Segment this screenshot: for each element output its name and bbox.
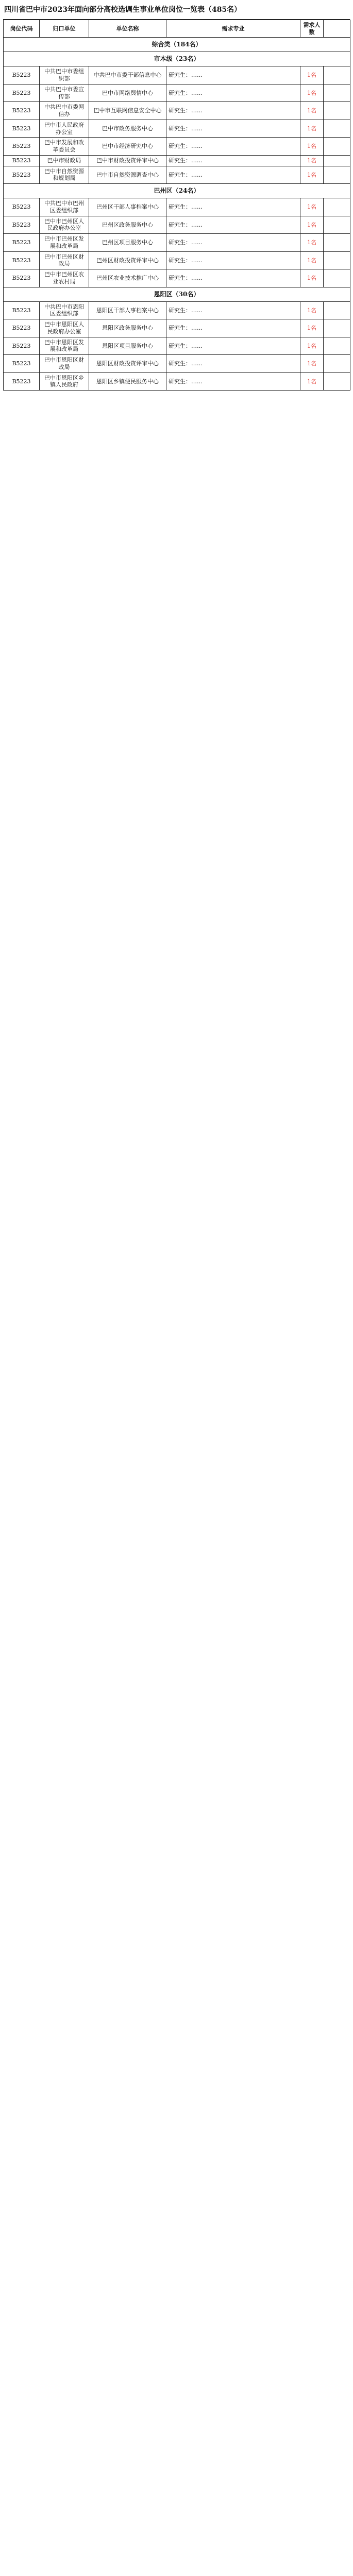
cell-num: 1名 <box>300 66 324 84</box>
table-row <box>4 155 350 166</box>
cell-blank <box>324 66 350 84</box>
header-code: 岗位代码 <box>4 20 40 38</box>
table-row <box>4 198 350 216</box>
cell-code: B5223 <box>4 319 40 337</box>
cell-unit: 巴州区财政投资评审中心 <box>89 251 166 269</box>
cell-unit: 恩阳区干部人事档案中心 <box>89 301 166 319</box>
document-title: 四川省巴中市2023年面向部分高校选调生事业单位岗位一览表（485名） <box>3 2 350 20</box>
cell-num: 1名 <box>300 166 324 184</box>
cell-dept: 巴中市巴州区人民政府办公室 <box>40 216 89 234</box>
cell-major: 研究生：…… <box>166 301 300 319</box>
table-row <box>4 138 350 156</box>
cell-dept: 巴中市巴州区发展和改革局 <box>40 234 89 252</box>
cell-code: B5223 <box>4 166 40 184</box>
cell-code: B5223 <box>4 198 40 216</box>
table-row <box>4 251 350 269</box>
table-row <box>4 166 350 184</box>
cell-major: 研究生：…… <box>166 319 300 337</box>
cell-num: 1名 <box>300 138 324 156</box>
cell-blank <box>324 166 350 184</box>
cell-dept: 巴中市自然资源和规划局 <box>40 166 89 184</box>
cell-major: 研究生：…… <box>166 166 300 184</box>
cell-unit: 巴州区农业技术推广中心 <box>89 269 166 287</box>
cell-num: 1名 <box>300 216 324 234</box>
cell-major: 研究生：…… <box>166 155 300 166</box>
cell-unit: 中共巴中市委干部信息中心 <box>89 66 166 84</box>
cell-major: 研究生：…… <box>166 355 300 373</box>
subsection-row <box>4 52 350 66</box>
cell-code: B5223 <box>4 301 40 319</box>
cell-dept: 中共巴中市委组织部 <box>40 66 89 84</box>
cell-blank <box>324 372 350 391</box>
cell-unit: 恩阳区项目服务中心 <box>89 337 166 355</box>
table-row <box>4 234 350 252</box>
cell-blank <box>324 216 350 234</box>
cell-code: B5223 <box>4 216 40 234</box>
cell-unit: 巴州区政务服务中心 <box>89 216 166 234</box>
cell-blank <box>324 251 350 269</box>
cell-num: 1名 <box>300 84 324 102</box>
table-row <box>4 120 350 138</box>
cell-num: 1名 <box>300 319 324 337</box>
cell-major: 研究生：…… <box>166 269 300 287</box>
section-label: 综合类（184名） <box>4 38 350 52</box>
table-row <box>4 301 350 319</box>
table-row <box>4 337 350 355</box>
table-row <box>4 102 350 120</box>
header-dept: 归口单位 <box>40 20 89 38</box>
cell-unit: 巴州区干部人事档案中心 <box>89 198 166 216</box>
cell-blank <box>324 155 350 166</box>
table-header-row <box>4 20 350 38</box>
cell-unit: 巴中市自然资源调查中心 <box>89 166 166 184</box>
cell-dept: 巴中市恩阳区发展和改革局 <box>40 337 89 355</box>
cell-major: 研究生：…… <box>166 216 300 234</box>
cell-num: 1名 <box>300 120 324 138</box>
cell-blank <box>324 355 350 373</box>
header-num: 需求人数 <box>300 20 324 38</box>
cell-major: 研究生：…… <box>166 102 300 120</box>
section-row <box>4 38 350 52</box>
subsection-label: 巴州区（24名） <box>4 184 350 198</box>
table-row <box>4 216 350 234</box>
cell-major: 研究生：…… <box>166 234 300 252</box>
cell-num: 1名 <box>300 198 324 216</box>
cell-blank <box>324 234 350 252</box>
cell-unit: 巴中市经济研究中心 <box>89 138 166 156</box>
positions-table <box>3 20 350 391</box>
cell-num: 1名 <box>300 337 324 355</box>
header-major: 需求专业 <box>166 20 300 38</box>
cell-num: 1名 <box>300 234 324 252</box>
cell-code: B5223 <box>4 234 40 252</box>
cell-dept: 中共巴中市委宣传部 <box>40 84 89 102</box>
cell-dept: 巴中市恩阳区人民政府办公室 <box>40 319 89 337</box>
cell-dept: 巴中市恩阳区财政局 <box>40 355 89 373</box>
cell-dept: 巴中市巴州区财政局 <box>40 251 89 269</box>
cell-dept: 中共巴中市委网信办 <box>40 102 89 120</box>
cell-blank <box>324 120 350 138</box>
cell-blank <box>324 301 350 319</box>
cell-code: B5223 <box>4 155 40 166</box>
cell-code: B5223 <box>4 120 40 138</box>
cell-dept: 巴中市财政局 <box>40 155 89 166</box>
cell-major: 研究生：…… <box>166 372 300 391</box>
cell-code: B5223 <box>4 372 40 391</box>
cell-dept: 中共巴中市恩阳区委组织部 <box>40 301 89 319</box>
header-blank <box>324 20 350 38</box>
cell-major: 研究生：…… <box>166 138 300 156</box>
document <box>0 0 353 393</box>
cell-unit: 巴中市政务服务中心 <box>89 120 166 138</box>
subsection-label: 市本级（23名） <box>4 52 350 66</box>
cell-dept: 巴中市巴州区农业农村局 <box>40 269 89 287</box>
table-row <box>4 372 350 391</box>
cell-code: B5223 <box>4 355 40 373</box>
cell-code: B5223 <box>4 102 40 120</box>
cell-dept: 巴中市人民政府办公室 <box>40 120 89 138</box>
table-row <box>4 66 350 84</box>
table-row <box>4 84 350 102</box>
cell-blank <box>324 319 350 337</box>
cell-major: 研究生：…… <box>166 66 300 84</box>
cell-num: 1名 <box>300 301 324 319</box>
cell-code: B5223 <box>4 66 40 84</box>
cell-code: B5223 <box>4 337 40 355</box>
cell-dept: 巴中市恩阳区乡镇人民政府 <box>40 372 89 391</box>
cell-blank <box>324 337 350 355</box>
subsection-row <box>4 287 350 301</box>
cell-unit: 恩阳区乡镇便民服务中心 <box>89 372 166 391</box>
cell-dept: 巴中市发展和改革委员会 <box>40 138 89 156</box>
cell-dept: 中共巴中市巴州区委组织部 <box>40 198 89 216</box>
cell-unit: 恩阳区政务服务中心 <box>89 319 166 337</box>
cell-major: 研究生：…… <box>166 120 300 138</box>
cell-code: B5223 <box>4 84 40 102</box>
cell-code: B5223 <box>4 269 40 287</box>
cell-unit: 巴中市网络舆情中心 <box>89 84 166 102</box>
subsection-label: 恩阳区（30名） <box>4 287 350 301</box>
table-body <box>4 38 350 391</box>
cell-num: 1名 <box>300 251 324 269</box>
cell-num: 1名 <box>300 155 324 166</box>
cell-unit: 巴州区项目服务中心 <box>89 234 166 252</box>
cell-unit: 巴中市互联网信息安全中心 <box>89 102 166 120</box>
cell-num: 1名 <box>300 372 324 391</box>
cell-unit: 巴中市财政投资评审中心 <box>89 155 166 166</box>
table-row <box>4 355 350 373</box>
cell-blank <box>324 84 350 102</box>
cell-blank <box>324 198 350 216</box>
subsection-row <box>4 184 350 198</box>
cell-unit: 恩阳区财政投资评审中心 <box>89 355 166 373</box>
cell-major: 研究生：…… <box>166 337 300 355</box>
cell-code: B5223 <box>4 138 40 156</box>
cell-major: 研究生：…… <box>166 198 300 216</box>
header-unit: 单位名称 <box>89 20 166 38</box>
cell-blank <box>324 269 350 287</box>
cell-blank <box>324 102 350 120</box>
table-row <box>4 319 350 337</box>
cell-num: 1名 <box>300 269 324 287</box>
cell-major: 研究生：…… <box>166 84 300 102</box>
cell-num: 1名 <box>300 102 324 120</box>
cell-num: 1名 <box>300 355 324 373</box>
cell-blank <box>324 138 350 156</box>
cell-major: 研究生：…… <box>166 251 300 269</box>
table-row <box>4 269 350 287</box>
cell-code: B5223 <box>4 251 40 269</box>
